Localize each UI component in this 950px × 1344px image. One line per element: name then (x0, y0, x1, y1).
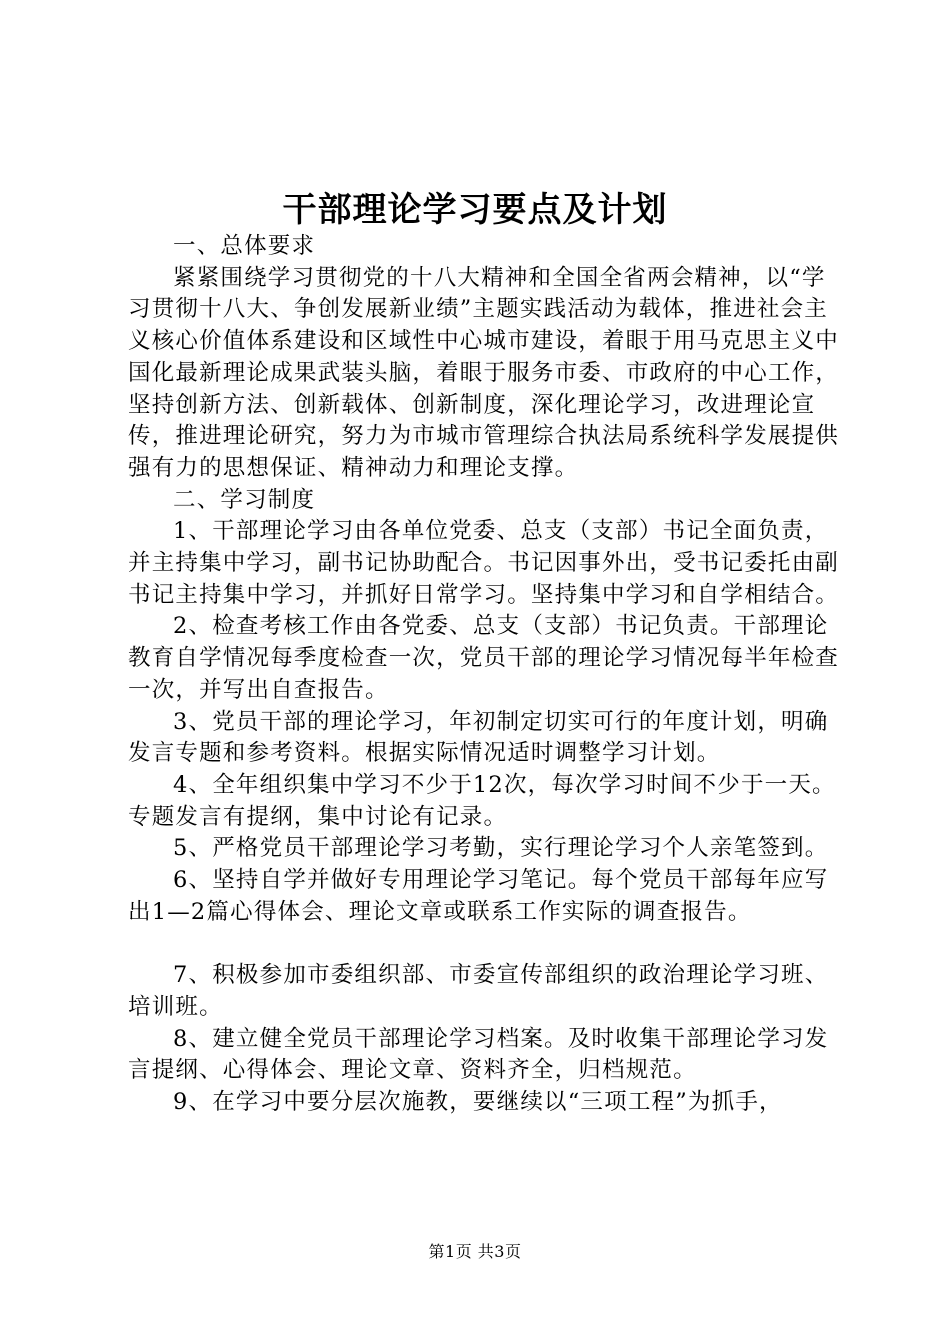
paragraph-item-8: 8、建立健全党员干部理论学习档案。及时收集干部理论学习发言提纲、心得体会、理论文章、资料齐全，归档规范。 (128, 1025, 829, 1084)
paragraph-item-3: 3、党员干部的理论学习，年初制定切实可行的年度计划，明确发言专题和参考资料。根据实际情况适时调整学习计划。 (128, 708, 829, 767)
paragraph-item-4: 4、全年组织集中学习不少于12次，每次学习时间不少于一天。专题发言有提纲，集中讨论有记录。 (128, 771, 836, 830)
page-footer: 第1页 共3页 (428, 1242, 522, 1261)
paragraph-item-5: 5、严格党员干部理论学习考勤，实行理论学习个人亲笔签到。 (173, 835, 829, 862)
section-heading-general-requirements: 一、总体要求 (173, 233, 316, 259)
paragraph-general-requirements: 紧紧围绕学习贯彻党的十八大精神和全国全省两会精神，以“学习贯彻十八大、争创发展新业绩”主题实践活动为载体，推进社会主义核心价值体系建设和区域性中心城市建设，着眼于用马克思主义中国化最新理论成果武装头脑，着眼于服务市委、市政府的中心工作，坚持创新方法、创新载体、创新制度，深化理论学习，改进理论宣传，推进理论研究，努力为市城市管理综合执法局系统科学发展提供强有力的思想保证、精神动力和理论支撑。 (128, 264, 840, 481)
section-heading-study-system: 二、学习制度 (173, 486, 316, 513)
paragraph-item-7: 7、积极参加市委组织部、市委宣传部组织的政治理论学习班、培训班。 (128, 962, 829, 1020)
paragraph-item-2: 2、检查考核工作由各党委、总支（支部）书记负责。干部理论教育自学情况每季度检查一次，党员干部的理论学习情况每半年检查一次，并写出自查报告。 (128, 613, 840, 703)
paragraph-item-9: 9、在学习中要分层次施教，要继续以“三项工程”为抓手， (173, 1088, 783, 1115)
blank-line (128, 928, 840, 960)
document-body (128, 231, 840, 1119)
paragraph-item-1: 1、干部理论学习由各单位党委、总支（支部）书记全面负责，并主持集中学习，副书记协助配合。书记因事外出，受书记委托由副书记主持集中学习，并抓好日常学习。坚持集中学习和自学相结合。 (128, 518, 840, 608)
paragraph-item-6: 6、坚持自学并做好专用理论学习笔记。每个党员干部每年应写出1—2篇心得体会、理论文章或联系工作实际的调查报告。 (128, 867, 829, 925)
document-title: 干部理论学习要点及计划 (282, 190, 668, 230)
